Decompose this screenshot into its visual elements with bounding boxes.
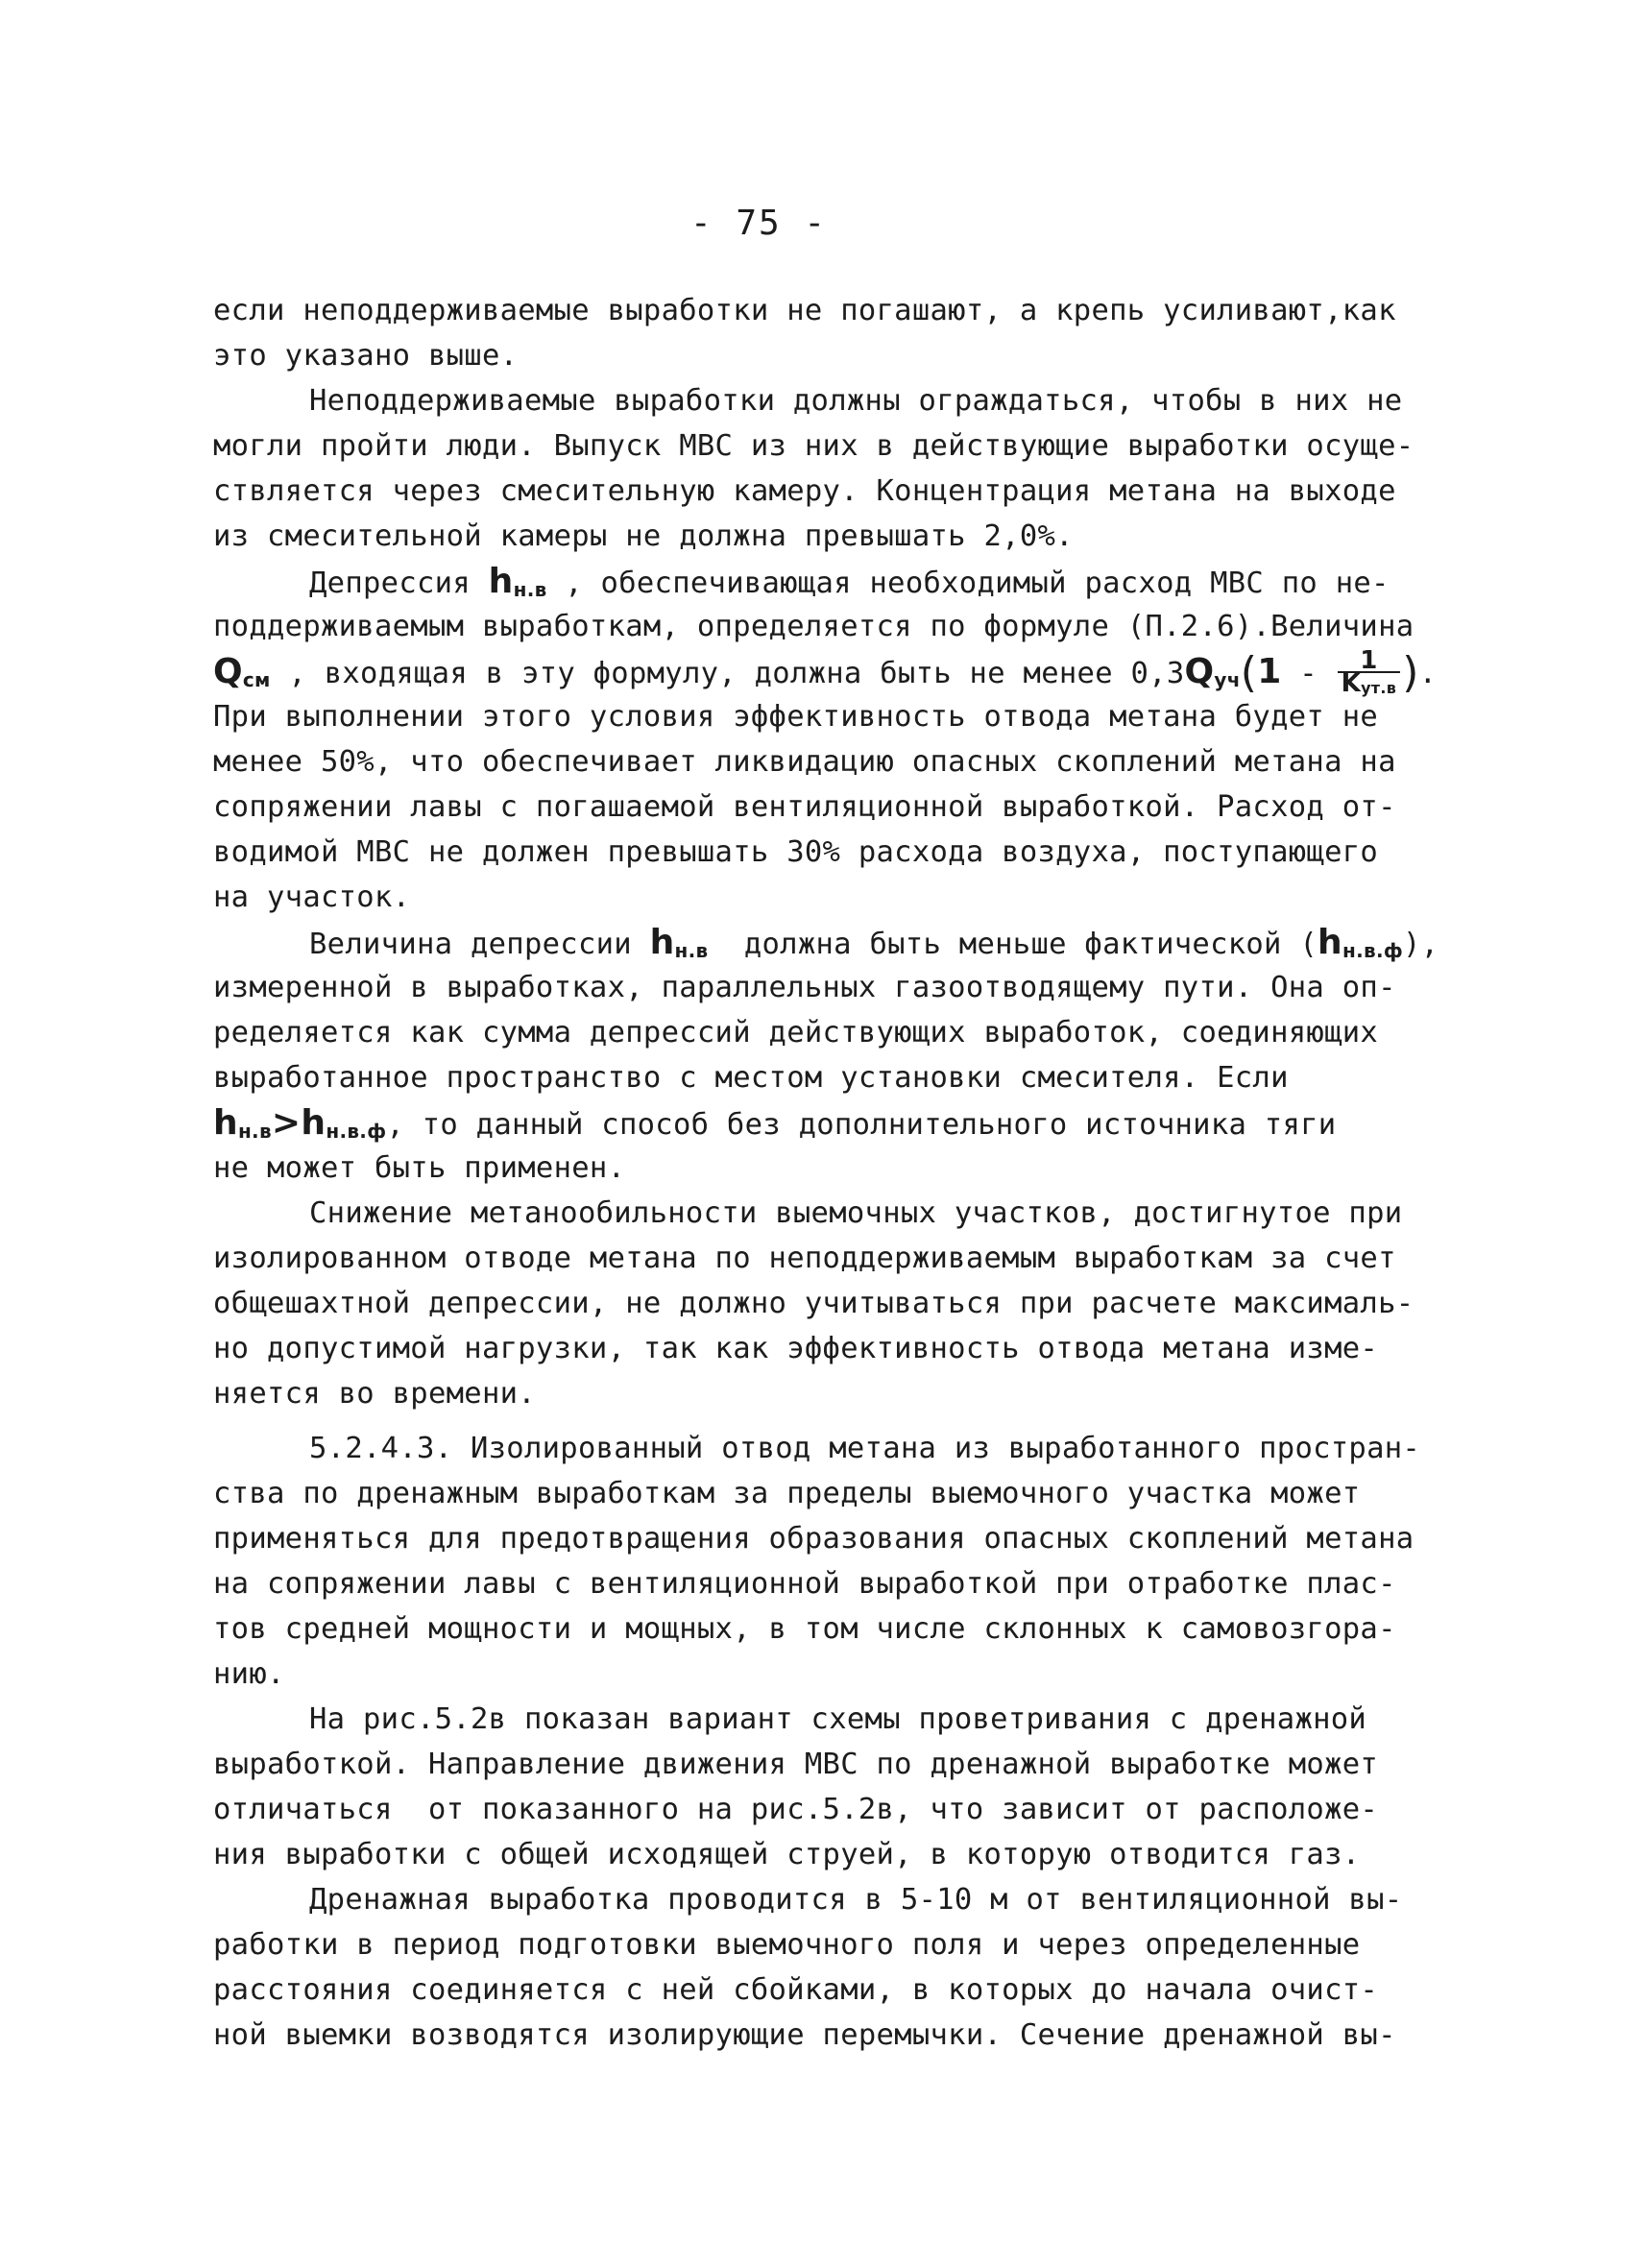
page-number: - 75 - — [689, 204, 828, 243]
text-segment: Величина депрессии — [309, 928, 650, 961]
fraction-numerator: 1 — [1338, 650, 1401, 673]
text-line: менее 50%, что обеспечивает ликвидацию опасных скоплений метана на — [213, 745, 1396, 779]
text-line: ределяется как сумма депрессий действующих выработок, соединяющих — [213, 1016, 1379, 1050]
formula-line — [213, 646, 1462, 698]
text-line: выработанное пространство с местом установки смесителя. Если — [213, 1061, 1289, 1095]
text-segment: , то данный способ без дополнительного источника тяги — [386, 1108, 1337, 1142]
text-line: это указано выше. — [213, 339, 519, 373]
text-line: ния выработки с общей исходящей струей, в которую отводится газ. — [213, 1838, 1361, 1871]
text-line: тов средней мощности и мощных, в том числе склонных к самовозгора- — [213, 1612, 1396, 1646]
paragraph-start: Дренажная выработка проводится в 5-10 м от вентиляционной вы- — [309, 1883, 1403, 1917]
text-segment: , входящая в эту формулу, должна быть не менее 0,3 — [270, 657, 1185, 690]
text-line: сопряжении лавы с погашаемой вентиляционной выработкой. Расход от- — [213, 790, 1396, 824]
formula-fraction — [1338, 646, 1401, 699]
text-line: общешахтной депрессии, не должно учитываться при расчете максималь- — [213, 1287, 1414, 1320]
text-line: изолированном отводе метана по неподдерживаемым выработкам за счет — [213, 1242, 1396, 1275]
paragraph-start — [213, 559, 1462, 604]
greater-than-sign: > — [271, 1103, 302, 1143]
paragraph-start: Снижение метанообильности выемочных участков, достигнутое при — [309, 1196, 1403, 1230]
symbol-h-nv: $h_{н.в}$ — [213, 1103, 272, 1143]
formula-period: . — [1418, 657, 1438, 690]
text-line: но допустимой нагрузки, так как эффективность отвода метана изме- — [213, 1332, 1379, 1365]
text-line: ствляется через смесительную камеру. Концентрация метана на выходе — [213, 474, 1396, 508]
symbol-q-sm: $Q_{см}$ — [213, 652, 271, 691]
text-line: ной выемки возводятся изолирующие перемычки. Сечение дренажной вы- — [213, 2018, 1396, 2052]
text-line: нию. — [213, 1657, 285, 1691]
formula-paren-close: ) — [1402, 648, 1419, 697]
formula-paren-open: ( — [1240, 648, 1258, 697]
text-line: водимой МВС не должен превышать 30% расхода воздуха, поступающего — [213, 835, 1379, 869]
text-line: отличаться от показанного на рис.5.2в, что зависит от расположе- — [213, 1793, 1379, 1826]
symbol-h-nvf: $h_{н.в.ф}$ — [301, 1103, 387, 1143]
paragraph-start: На рис.5.2в показан вариант схемы проветривания с дренажной — [309, 1702, 1367, 1736]
formula-one: 1 — [1257, 652, 1282, 691]
symbol-h-nv: $h_{н.в}$ — [649, 923, 709, 962]
text-segment: ), — [1403, 928, 1439, 961]
text-line: на сопряжении лавы с вентиляционной выработкой при отработке плас- — [213, 1567, 1396, 1601]
text-line: из смесительной камеры не должна превышать 2,0%. — [213, 519, 1074, 553]
paragraph-start — [213, 920, 1462, 965]
text-line: выработкой. Направление движения МВС по дренажной выработке может — [213, 1748, 1379, 1781]
symbol-h-nv: $h_{н.в}$ — [488, 562, 547, 601]
symbol-q-uch: $Q_{уч}$ — [1184, 652, 1241, 691]
symbol-h-nvf: $h_{н.в.ф}$ — [1318, 923, 1403, 962]
text-line: применяться для предотвращения образования опасных скоплений метана — [213, 1522, 1414, 1556]
section-heading-5-2-4-3: 5.2.4.3. Изолированный отвод метана из выработанного простран- — [309, 1432, 1421, 1465]
text-line: расстояния соединяется с ней сбойками, в которых до начала очист- — [213, 1973, 1379, 2007]
text-segment: должна быть меньше фактической ( — [708, 928, 1318, 961]
text-line: не может быть применен. — [213, 1151, 626, 1185]
text-line: на участок. — [213, 881, 411, 914]
text-line: измеренной в выработках, параллельных газоотводящему пути. Она оп- — [213, 971, 1396, 1004]
text-line: няется во времени. — [213, 1377, 536, 1411]
text-line: могли пройти люди. Выпуск МВС из них в действующие выработки осуще- — [213, 429, 1414, 463]
text-line: работки в период подготовки выемочного поля и через определенные — [213, 1928, 1361, 1962]
text-segment: , обеспечивающая необходимый расход МВС по не- — [546, 567, 1390, 600]
text-line: ства по дренажным выработкам за пределы выемочного участка может — [213, 1477, 1361, 1510]
fraction-denominator: $K_{ут.в}$ — [1341, 669, 1397, 698]
paragraph-start: Неподдерживаемые выработки должны ограждаться, чтобы в них не — [309, 384, 1403, 418]
text-line: При выполнении этого условия эффективность отвода метана будет не — [213, 700, 1379, 734]
text-segment: Депрессия — [309, 567, 489, 600]
formula-minus: - — [1281, 657, 1336, 690]
text-line: если неподдерживаемые выработки не погашают, а крепь усиливают,как — [213, 294, 1396, 327]
text-line: поддерживаемым выработкам, определяется по формуле (П.2.6).Величина — [213, 610, 1414, 643]
formula-line — [213, 1100, 1462, 1146]
body-text — [213, 288, 1462, 2058]
